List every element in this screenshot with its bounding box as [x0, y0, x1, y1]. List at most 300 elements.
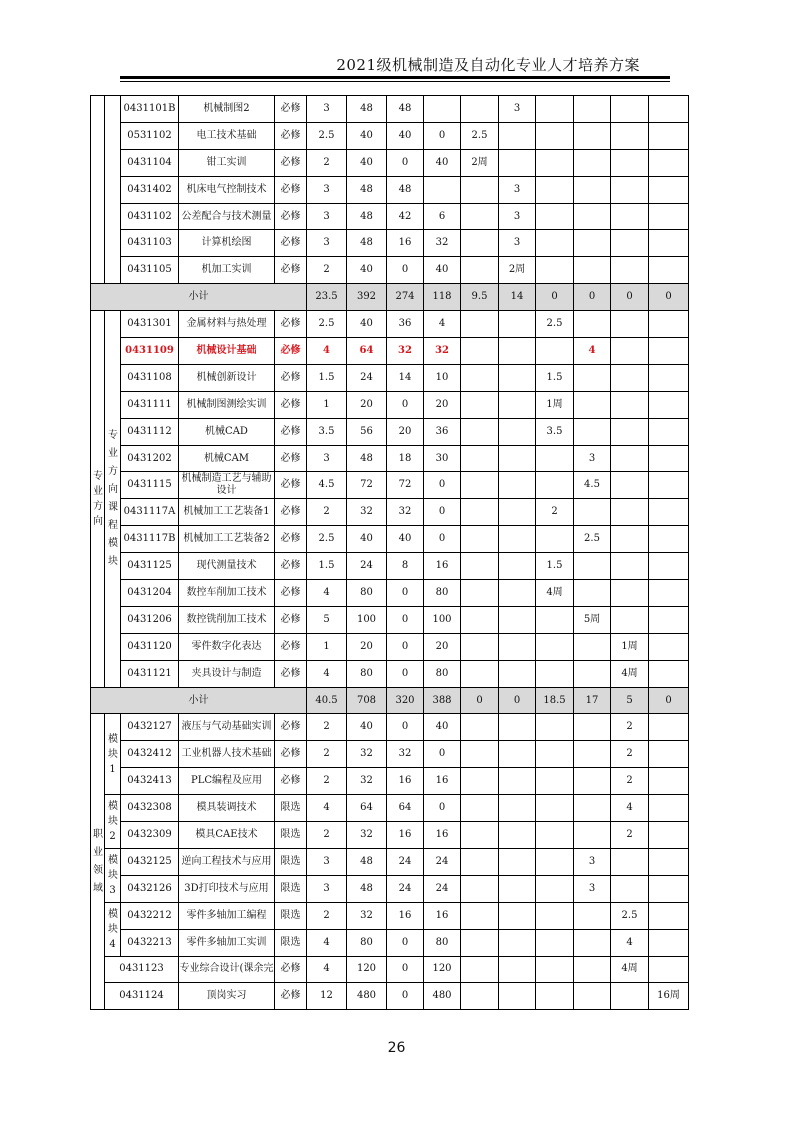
term-2 [499, 580, 536, 607]
table-row [91, 660, 689, 687]
group-major-direction [91, 311, 105, 687]
credits: 3 [307, 230, 347, 257]
course-name: 机床电气控制技术 [179, 176, 275, 203]
theory-hours: 0 [387, 660, 424, 687]
term-3 [536, 848, 574, 875]
term-4 [574, 553, 611, 580]
course-type: 必修 [275, 580, 307, 607]
practice-hours: 36 [424, 418, 461, 445]
table-row [91, 983, 689, 1010]
term-5 [611, 364, 649, 391]
subtotal-value: 14 [499, 284, 536, 311]
term-1 [461, 176, 499, 203]
term-5: 4 [611, 795, 649, 822]
term-2 [499, 714, 536, 741]
term-4 [574, 418, 611, 445]
table-row [91, 580, 689, 607]
course-code: 0431202 [121, 445, 179, 472]
course-name: 机械CAM [179, 445, 275, 472]
practice-hours: 80 [424, 929, 461, 956]
total-hours: 32 [347, 768, 387, 795]
table-row [91, 472, 689, 499]
theory-hours: 8 [387, 553, 424, 580]
term-4 [574, 499, 611, 526]
term-4 [574, 633, 611, 660]
course-code: 0431120 [121, 633, 179, 660]
practice-hours: 16 [424, 902, 461, 929]
term-1 [461, 472, 499, 499]
course-name: 机械制图2 [179, 96, 275, 123]
group-major-direction-text: 专业方向 [93, 470, 103, 527]
course-name: 计算机绘图 [179, 230, 275, 257]
subtotal-value: 118 [424, 284, 461, 311]
theory-hours: 0 [387, 633, 424, 660]
credits: 3 [307, 96, 347, 123]
module-major-direction-text: 专业方向课程模块 [108, 429, 118, 567]
table-row [91, 553, 689, 580]
credits: 4 [307, 929, 347, 956]
term-2 [499, 795, 536, 822]
total-hours: 48 [347, 203, 387, 230]
credits: 1 [307, 391, 347, 418]
term-3 [536, 230, 574, 257]
theory-hours: 0 [387, 956, 424, 983]
term-1 [461, 795, 499, 822]
course-type: 限选 [275, 929, 307, 956]
table-row [91, 418, 689, 445]
total-hours: 64 [347, 795, 387, 822]
term-4 [574, 96, 611, 123]
course-type: 必修 [275, 176, 307, 203]
term-1 [461, 230, 499, 257]
total-hours: 24 [347, 553, 387, 580]
credits: 2 [307, 902, 347, 929]
practice-hours: 0 [424, 122, 461, 149]
course-code: 0431204 [121, 580, 179, 607]
term-1 [461, 741, 499, 768]
subtotal-value: 0 [574, 284, 611, 311]
practice-hours: 80 [424, 580, 461, 607]
course-name: 零件多轴加工实训 [179, 929, 275, 956]
practice-hours: 80 [424, 660, 461, 687]
term-5 [611, 176, 649, 203]
term-4 [574, 902, 611, 929]
term-1 [461, 983, 499, 1010]
table-row [91, 311, 689, 338]
credits: 2 [307, 499, 347, 526]
course-name: 数控车削加工技术 [179, 580, 275, 607]
subtotal-label: 小计 [91, 687, 307, 714]
practice-hours: 0 [424, 499, 461, 526]
course-name: 顶岗实习 [179, 983, 275, 1010]
course-name: 电工技术基础 [179, 122, 275, 149]
total-hours: 40 [347, 257, 387, 284]
term-6 [649, 311, 689, 338]
term-1 [461, 929, 499, 956]
course-code: 0431108 [121, 364, 179, 391]
total-hours: 100 [347, 606, 387, 633]
term-3 [536, 526, 574, 553]
group-cell [91, 96, 105, 284]
course-type: 必修 [275, 526, 307, 553]
term-5 [611, 418, 649, 445]
term-5: 4 [611, 929, 649, 956]
term-5 [611, 848, 649, 875]
course-code: 0431125 [121, 553, 179, 580]
subtotal-value: 708 [347, 687, 387, 714]
practice-hours: 32 [424, 230, 461, 257]
course-name: 数控铣削加工技术 [179, 606, 275, 633]
course-type: 必修 [275, 418, 307, 445]
theory-hours: 14 [387, 364, 424, 391]
course-type: 必修 [275, 311, 307, 338]
course-name: 机械CAD [179, 418, 275, 445]
total-hours: 120 [347, 956, 387, 983]
term-4: 4 [574, 338, 611, 365]
course-code: 0432413 [121, 768, 179, 795]
total-hours: 48 [347, 176, 387, 203]
subtotal-row [91, 687, 689, 714]
term-3: 1周 [536, 391, 574, 418]
table-row [91, 848, 689, 875]
practice-hours: 120 [424, 956, 461, 983]
subtotal-value: 0 [611, 284, 649, 311]
practice-hours: 24 [424, 848, 461, 875]
term-4 [574, 149, 611, 176]
credits: 4 [307, 795, 347, 822]
term-6 [649, 257, 689, 284]
term-3 [536, 714, 574, 741]
course-code: 0431109 [121, 338, 179, 365]
term-2 [499, 445, 536, 472]
total-hours: 32 [347, 902, 387, 929]
term-3 [536, 606, 574, 633]
term-3 [536, 149, 574, 176]
term-6 [649, 472, 689, 499]
course-type: 必修 [275, 768, 307, 795]
course-name: 零件数字化表达 [179, 633, 275, 660]
term-1 [461, 526, 499, 553]
total-hours: 72 [347, 472, 387, 499]
term-1 [461, 606, 499, 633]
term-5 [611, 526, 649, 553]
term-1 [461, 660, 499, 687]
practice-hours: 100 [424, 606, 461, 633]
module-cell [105, 96, 121, 284]
theory-hours: 0 [387, 149, 424, 176]
term-1 [461, 902, 499, 929]
term-2 [499, 122, 536, 149]
subtotal-value: 18.5 [536, 687, 574, 714]
practice-hours: 24 [424, 875, 461, 902]
term-3 [536, 875, 574, 902]
term-6 [649, 499, 689, 526]
term-2 [499, 526, 536, 553]
course-type: 必修 [275, 364, 307, 391]
term-6 [649, 149, 689, 176]
course-code: 0531102 [121, 122, 179, 149]
term-2 [499, 929, 536, 956]
credits: 1 [307, 633, 347, 660]
term-6 [649, 445, 689, 472]
term-6 [649, 633, 689, 660]
term-1 [461, 875, 499, 902]
term-6 [649, 96, 689, 123]
table-row [91, 230, 689, 257]
course-type: 必修 [275, 741, 307, 768]
term-3 [536, 795, 574, 822]
term-5 [611, 203, 649, 230]
total-hours: 40 [347, 526, 387, 553]
term-6 [649, 768, 689, 795]
practice-hours: 16 [424, 822, 461, 849]
practice-hours: 16 [424, 553, 461, 580]
credits: 3 [307, 176, 347, 203]
theory-hours: 24 [387, 848, 424, 875]
credits: 2.5 [307, 122, 347, 149]
term-1 [461, 633, 499, 660]
course-type: 必修 [275, 553, 307, 580]
practice-hours: 16 [424, 768, 461, 795]
credits: 2.5 [307, 311, 347, 338]
course-name: 模具装调技术 [179, 795, 275, 822]
course-type: 必修 [275, 983, 307, 1010]
term-3 [536, 338, 574, 365]
term-2 [499, 633, 536, 660]
table-row [91, 633, 689, 660]
term-2 [499, 553, 536, 580]
term-2 [499, 875, 536, 902]
term-5: 2.5 [611, 902, 649, 929]
practice-hours: 30 [424, 445, 461, 472]
term-2: 3 [499, 176, 536, 203]
term-3 [536, 741, 574, 768]
module-4 [105, 902, 121, 956]
term-4 [574, 929, 611, 956]
module-3-text: 模块3 [108, 854, 118, 896]
course-name: 金属材料与热处理 [179, 311, 275, 338]
theory-hours: 42 [387, 203, 424, 230]
subtotal-value: 0 [649, 687, 689, 714]
credits: 4 [307, 660, 347, 687]
table-row [91, 176, 689, 203]
term-2 [499, 149, 536, 176]
term-1 [461, 553, 499, 580]
theory-hours: 0 [387, 714, 424, 741]
term-5 [611, 230, 649, 257]
term-3 [536, 956, 574, 983]
total-hours: 48 [347, 230, 387, 257]
total-hours: 40 [347, 122, 387, 149]
course-code: 0432213 [121, 929, 179, 956]
table-row [91, 203, 689, 230]
term-5 [611, 311, 649, 338]
table-row [91, 257, 689, 284]
subtotal-value: 0 [461, 687, 499, 714]
module-major-direction [105, 311, 121, 687]
course-name: 机械加工工艺装备1 [179, 499, 275, 526]
theory-hours: 48 [387, 96, 424, 123]
theory-hours: 16 [387, 902, 424, 929]
table-row [91, 875, 689, 902]
term-4 [574, 795, 611, 822]
course-code: 0431301 [121, 311, 179, 338]
course-type: 必修 [275, 203, 307, 230]
term-6 [649, 714, 689, 741]
term-1 [461, 499, 499, 526]
total-hours: 48 [347, 445, 387, 472]
module-2-text: 模块2 [108, 801, 118, 843]
practice-hours: 40 [424, 714, 461, 741]
term-5: 1周 [611, 633, 649, 660]
term-4 [574, 311, 611, 338]
term-1: 2周 [461, 149, 499, 176]
credits: 2 [307, 257, 347, 284]
header-rule-thin [120, 81, 670, 82]
practice-hours: 20 [424, 391, 461, 418]
header-rule-thick [120, 76, 670, 79]
course-name: 工业机器人技术基础 [179, 741, 275, 768]
subtotal-row [91, 284, 689, 311]
term-1 [461, 338, 499, 365]
total-hours: 48 [347, 96, 387, 123]
course-plan-body [91, 96, 689, 1010]
course-name: 公差配合与技术测量 [179, 203, 275, 230]
term-3 [536, 203, 574, 230]
term-6 [649, 929, 689, 956]
theory-hours: 36 [387, 311, 424, 338]
total-hours: 48 [347, 848, 387, 875]
term-5: 2 [611, 768, 649, 795]
course-code: 0432309 [121, 822, 179, 849]
course-name: 现代测量技术 [179, 553, 275, 580]
table-row [91, 338, 689, 365]
course-code: 0431111 [121, 391, 179, 418]
term-3 [536, 822, 574, 849]
theory-hours: 18 [387, 445, 424, 472]
total-hours: 24 [347, 364, 387, 391]
course-name: 逆向工程技术与应用 [179, 848, 275, 875]
term-4 [574, 768, 611, 795]
course-code: 0431117A [121, 499, 179, 526]
term-6 [649, 875, 689, 902]
course-type: 必修 [275, 606, 307, 633]
term-6: 16周 [649, 983, 689, 1010]
theory-hours: 16 [387, 822, 424, 849]
term-1 [461, 257, 499, 284]
theory-hours: 20 [387, 418, 424, 445]
term-1 [461, 96, 499, 123]
credits: 12 [307, 983, 347, 1010]
practice-hours: 0 [424, 741, 461, 768]
table-row [91, 902, 689, 929]
theory-hours: 0 [387, 983, 424, 1010]
table-row [91, 822, 689, 849]
course-code: 0432308 [121, 795, 179, 822]
course-name: 机械设计基础 [179, 338, 275, 365]
term-5 [611, 122, 649, 149]
table-row [91, 714, 689, 741]
term-1 [461, 848, 499, 875]
term-2 [499, 822, 536, 849]
credits: 2 [307, 714, 347, 741]
theory-hours: 32 [387, 338, 424, 365]
practice-hours: 40 [424, 257, 461, 284]
term-3 [536, 445, 574, 472]
course-type: 必修 [275, 472, 307, 499]
term-3 [536, 983, 574, 1010]
term-5: 2 [611, 714, 649, 741]
term-2 [499, 418, 536, 445]
term-2 [499, 902, 536, 929]
term-5 [611, 257, 649, 284]
term-4: 3 [574, 445, 611, 472]
practice-hours [424, 96, 461, 123]
page-number: 26 [387, 1040, 406, 1056]
course-code: 0431117B [121, 526, 179, 553]
term-2 [499, 364, 536, 391]
total-hours: 80 [347, 660, 387, 687]
table-row [91, 768, 689, 795]
term-5: 4周 [611, 956, 649, 983]
term-5 [611, 338, 649, 365]
credits: 2 [307, 768, 347, 795]
term-4: 3 [574, 875, 611, 902]
course-type: 必修 [275, 445, 307, 472]
theory-hours: 0 [387, 257, 424, 284]
theory-hours: 16 [387, 768, 424, 795]
credits: 3.5 [307, 418, 347, 445]
module-1-text: 模块1 [108, 733, 118, 775]
course-code: 0431402 [121, 176, 179, 203]
term-6 [649, 338, 689, 365]
term-2 [499, 606, 536, 633]
course-type: 限选 [275, 822, 307, 849]
credits: 3 [307, 203, 347, 230]
total-hours: 40 [347, 311, 387, 338]
term-4: 4.5 [574, 472, 611, 499]
subtotal-label: 小计 [91, 284, 307, 311]
table-row [91, 795, 689, 822]
term-3 [536, 768, 574, 795]
term-3: 1.5 [536, 364, 574, 391]
course-code: 0431123 [105, 956, 179, 983]
total-hours: 48 [347, 875, 387, 902]
theory-hours: 32 [387, 741, 424, 768]
course-type: 必修 [275, 714, 307, 741]
term-3 [536, 176, 574, 203]
term-3 [536, 122, 574, 149]
course-type: 必修 [275, 122, 307, 149]
course-name: 机械加工工艺装备2 [179, 526, 275, 553]
theory-hours: 40 [387, 122, 424, 149]
term-5 [611, 983, 649, 1010]
subtotal-value: 23.5 [307, 284, 347, 311]
practice-hours: 10 [424, 364, 461, 391]
group-career-field [91, 714, 105, 1010]
term-2: 2周 [499, 257, 536, 284]
term-6 [649, 580, 689, 607]
subtotal-value: 392 [347, 284, 387, 311]
term-6 [649, 526, 689, 553]
course-name: 机加工实训 [179, 257, 275, 284]
term-3 [536, 472, 574, 499]
term-3 [536, 660, 574, 687]
term-1 [461, 391, 499, 418]
term-4 [574, 391, 611, 418]
course-name: 零件多轴加工编程 [179, 902, 275, 929]
credits: 4 [307, 580, 347, 607]
